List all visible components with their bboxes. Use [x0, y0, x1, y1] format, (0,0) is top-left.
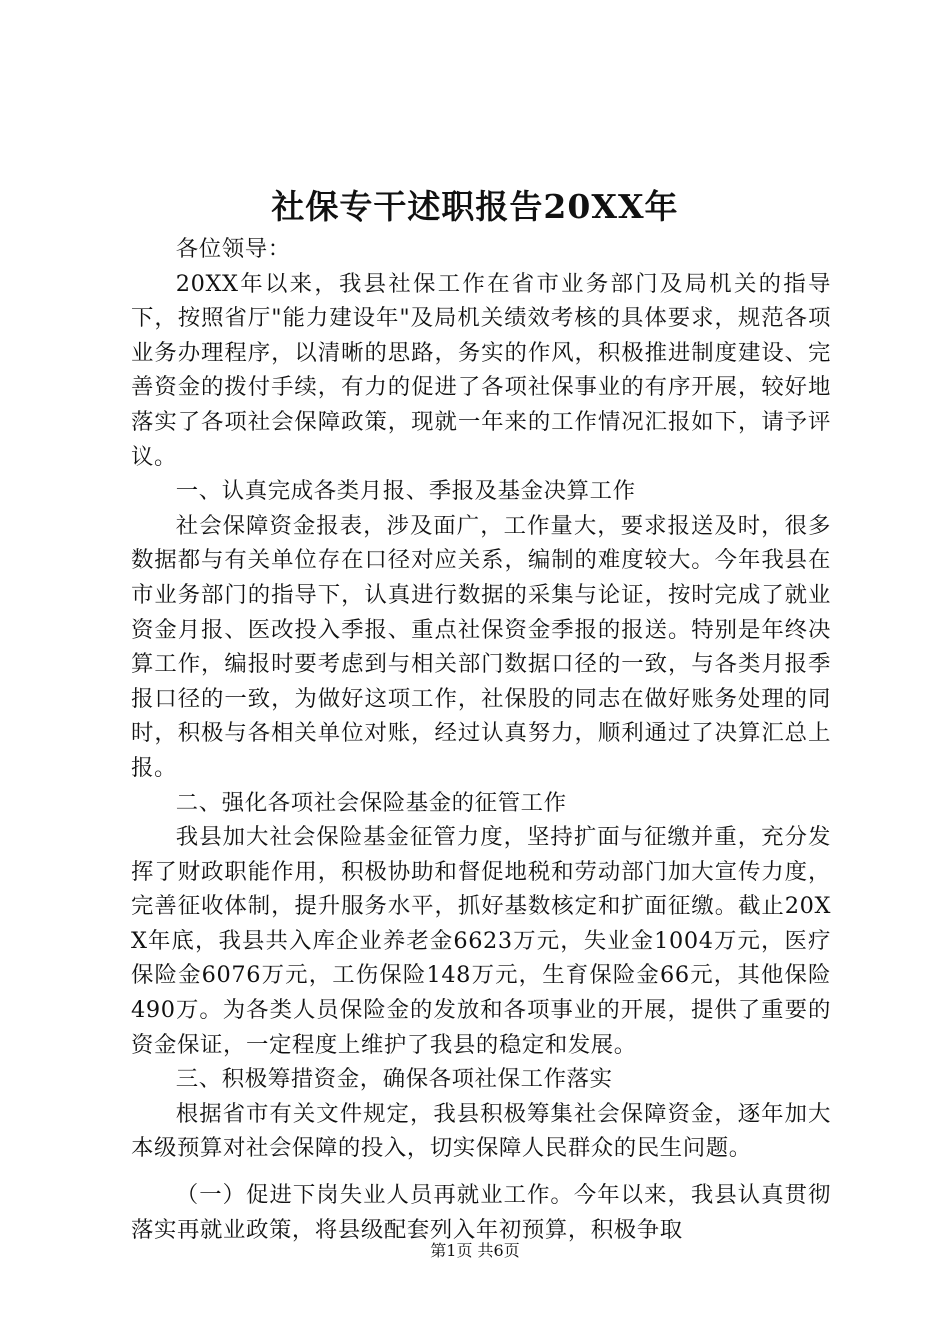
- document-title: 社保专干述职报告20XX年: [271, 187, 679, 226]
- section-3-body: 根据省市有关文件规定，我县积极筹集社会保障资金，逐年加大本级预算对社会保障的投入，切实保障人民群众的民生问题。: [131, 1100, 831, 1162]
- subsection-1-body: （一）促进下岗失业人员再就业工作。今年以来，我县认真贯彻落实再就业政策，将县级配套列入年初预算，积极争取: [131, 1182, 831, 1243]
- section-heading-1: 一、认真完成各类月报、季报及基金决算工作: [175, 478, 636, 505]
- section-1-body: 社会保障资金报表，涉及面广，工作量大，要求报送及时，很多数据都与有关单位存在口径对应关系，编制的难度较大。今年我县在市业务部门的指导下，认真进行数据的采集与论证，按时完成了就业资金月报、医改投入季报、重点社保资金季报的报送。特别是年终决算工作，编报时要考虑到与相关部门数据口径的一致，与各类月报季报口径的一致，为做好这项工作，社保股的同志在做好账务处理的同时，积极与各相关单位对账，经过认真努力，顺利通过了决算汇总上报。: [131, 512, 831, 781]
- section-heading-2: 二、强化各项社会保险基金的征管工作: [175, 789, 567, 816]
- intro-paragraph: 20XX年以来，我县社保工作在省市业务部门及局机关的指导下，按照省厅"能力建设年"及局机关绩效考核的具体要求，规范各项业务办理程序，以清晰的思路，务实的作风，积极推进制度建设、完善资金的拨付手续，有力的促进了各项社保事业的有序开展，较好地落实了各项社会保障政策，现就一年来的工作情况汇报如下，请予评议。: [131, 270, 831, 470]
- section-2-body: 我县加大社会保险基金征管力度，坚持扩面与征缴并重，充分发挥了财政职能作用，积极协助和督促地税和劳动部门加大宣传力度，完善征收体制，提升服务水平，抓好基数核定和扩面征缴。截止20XX年底，我县共入库企业养老金6623万元，失业金1004万元，医疗保险金6076万元，工伤保险148万元，生育保险金66元，其他保险490万。为各类人员保险金的发放和各项事业的开展，提供了重要的资金保证，一定程度上维护了我县的稳定和发展。: [131, 824, 831, 1058]
- document-body: [131, 232, 831, 1247]
- section-heading-3: 三、积极筹措资金，确保各项社保工作落实: [175, 1066, 613, 1093]
- salutation: 各位领导：: [175, 236, 291, 262]
- page-number-footer: 第1页 共6页: [430, 1241, 520, 1260]
